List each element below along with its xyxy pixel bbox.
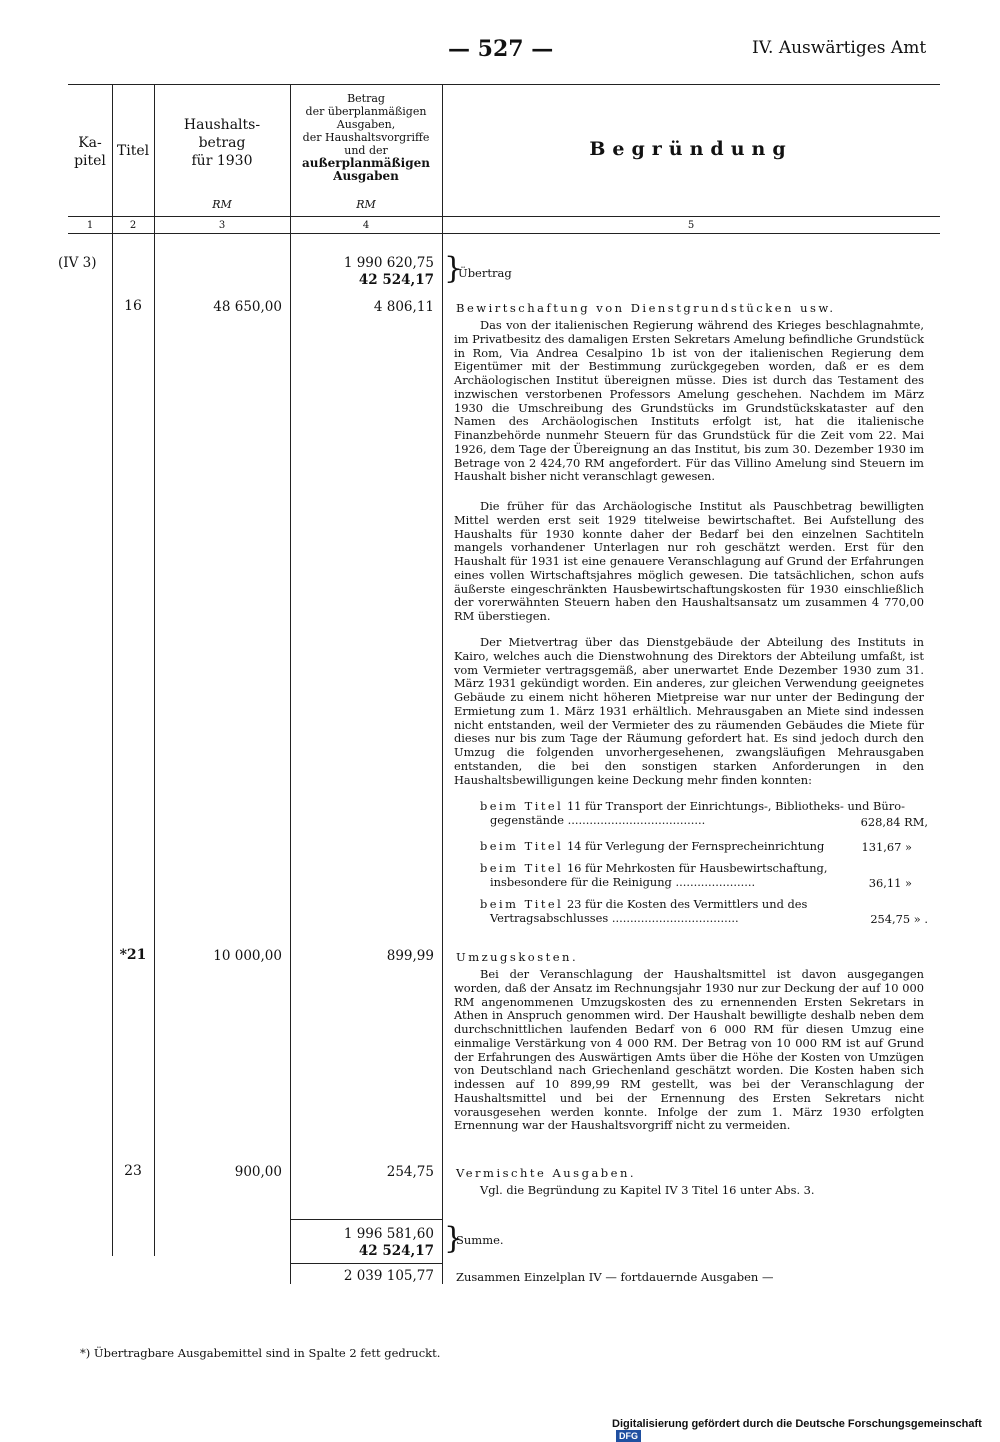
- row-heading: Bewirtschaftung von Dienstgrundstücken usw.: [456, 301, 836, 315]
- header-betrag-unit: RM: [356, 198, 376, 211]
- summe-amount: 1 996 581,60: [343, 1226, 434, 1242]
- colnum: 1: [86, 220, 94, 231]
- list-item: beim Titel 23 für die Kosten des Vermittlers und des Vertragsabschlusses ...................................: [480, 897, 808, 925]
- brace: }: [444, 1221, 464, 1256]
- betrag-amount: 899,99: [386, 948, 434, 964]
- col-divider-2: [154, 84, 155, 1256]
- haushalt-amount: 48 650,00: [213, 299, 282, 315]
- colnum: 4: [362, 220, 370, 231]
- list-item: beim Titel 14 für Verlegung der Fernsprecheinrichtung: [480, 839, 825, 853]
- betrag-line: der überplanmäßigen: [305, 105, 427, 118]
- betrag-bold-line: Ausgaben: [333, 169, 399, 183]
- sum-rule: [290, 1219, 442, 1220]
- betrag-bold-line: außerplanmäßigen: [302, 156, 430, 170]
- col-divider-1: [112, 84, 113, 1256]
- item-amount: 254,75 » .: [870, 912, 928, 926]
- betrag-line: der Haushaltsvorgriffe: [302, 131, 430, 144]
- brace: }: [444, 251, 464, 286]
- uebertrag-label: Übertrag: [458, 266, 512, 280]
- colnum-rule: [68, 233, 940, 234]
- betrag-amount: 4 806,11: [373, 299, 434, 315]
- paragraph: Das von der italienischen Regierung während des Krieges beschlagnahmte, im Privatbesitz des damaligen Ersten Sekretars Amelung befindliche Grundstück in Rom, Via Andrea Cesalpino 1b ist von der italienischen Regierung dem Eigentümer mit der Bestimmung zurückgegeben worden, daß er es dem Archäologischen Institut übereignen müsse. Dies ist durch das Testament des inzwischen verstorbenen Professors Amelung geschehen. Nachdem im März 1930 die Umschreibung des Grundstücks im Grundstückskataster auf den Namen des Archäologischen Instituts erfolgt ist, hat die italienische Finanzbehörde nunmehr Steuern für das Grundstück für die Zeit vom 22. Mai 1926, dem Tage der Übereignung an das Institut, bis zum 30. Dezember 1930 im Betrage von 2 424,70 RM angefordert. Für das Villino Amelung sind Steuern im Haushalt bisher nicht veranschlagt gewesen.: [454, 318, 924, 484]
- summe-label: Summe.: [456, 1233, 504, 1247]
- row-heading: Umzugskosten.: [456, 950, 579, 964]
- paragraph: Die früher für das Archäologische Institut als Pauschbetrag bewilligten Mittel werden erst seit 1929 titelweise bewirtschaftet. Bei Aufstellung des Haushalts für 1930 konnte daher der Bedarf bei den einzelnen Sachtiteln mangels vorhandener Unterlagen nur roh geschätzt werden. Erst für den Haushalt für 1931 ist eine genauere Veranschlagung auf Grund der Erfahrungen eines vollen Wirtschaftsjahres möglich gewesen. Die tatsächlichen, schon aufs äußerste eingeschränkten Hausbewirtschaftungskosten für 1930 einschließlich der vorerwähnten Steuern haben den Haushaltsansatz um zusammen 4 770,00 RM überstiegen.: [454, 499, 924, 623]
- col-divider-4: [442, 84, 443, 1284]
- titel-number: *21: [119, 947, 147, 963]
- kapitel-ref: (IV 3): [58, 255, 97, 271]
- uebertrag-amount: 1 990 620,75: [343, 255, 434, 271]
- header-kapitel: Ka- pitel: [74, 135, 106, 169]
- betrag-line: und der: [344, 144, 388, 157]
- total-rule: [290, 1263, 442, 1264]
- titel-number: 23: [124, 1163, 142, 1179]
- titel-number: 16: [124, 298, 142, 314]
- colnum: 2: [129, 220, 137, 231]
- colnum: 3: [218, 220, 226, 231]
- credit-text: Digitalisierung gefördert durch die Deutsche Forschungsgemeinschaft: [612, 1418, 982, 1430]
- dfg-credit: [612, 1418, 1000, 1442]
- footnote: *) Übertragbare Ausgabemittel sind in Spalte 2 fett gedruckt.: [80, 1346, 441, 1360]
- list-item: beim Titel 11 für Transport der Einrichtungs-, Bibliotheks- und Büro- gegenstände ......................................: [480, 799, 905, 827]
- colnum: 5: [687, 220, 695, 231]
- page-number: — 527 —: [448, 36, 554, 62]
- header-betrag: [290, 92, 442, 183]
- item-amount: 628,84 RM,: [860, 815, 928, 829]
- haushalt-amount: 900,00: [234, 1164, 282, 1180]
- header-rule: [68, 216, 940, 217]
- item-amount: 131,67 »: [861, 840, 912, 854]
- paragraph: Der Mietvertrag über das Dienstgebäude der Abteilung des Instituts in Kairo, welches auch die Dienstwohnung des Direktors der Abteilung umfaßt, ist vom Vermieter vertragsgemäß, aber unerwartet Ende Dezember 1930 zum 31. März 1931 gekündigt worden. Ein anderes, zur gleichen Verwendung geeignetes Gebäude zu einem nicht höheren Mietpreise war nur unter der Bedingung der Ermietung zum 1. März 1931 erhältlich. Mehrausgaben an Miete sind indessen nicht entstanden, weil der Vermieter des zu räumenden Gebäudes die Miete für dieses nur bis zum Tage der Räumung gefordert hat. Es sind jedoch durch den Umzug die folgenden unvorhergesehenen, zwangsläufigen Mehrausgaben entstanden, die bei den sonstigen starken Anforderungen in den Haushaltsbewilligungen keine Deckung mehr finden konnten:: [454, 635, 924, 787]
- summe-amount-bold: 42 524,17: [358, 1243, 434, 1259]
- uebertrag-amount-bold: 42 524,17: [358, 272, 434, 288]
- header-begruendung: Begründung: [589, 138, 793, 160]
- header-haushalt-unit: RM: [212, 198, 232, 211]
- total-amount: 2 039 105,77: [343, 1268, 434, 1284]
- dfg-logo: DFG: [616, 1430, 641, 1442]
- paragraph: Vgl. die Begründung zu Kapitel IV 3 Titel 16 unter Abs. 3.: [480, 1183, 815, 1197]
- list-item: beim Titel 16 für Mehrkosten für Hausbewirtschaftung, insbesondere für die Reinigung ......................: [480, 861, 828, 889]
- betrag-line: Ausgaben,: [336, 118, 396, 131]
- table-top-rule: [68, 84, 940, 85]
- total-label: Zusammen Einzelplan IV — fortdauernde Ausgaben —: [456, 1270, 774, 1284]
- haushalt-amount: 10 000,00: [213, 948, 282, 964]
- header-haushalt: Haushalts- betrag für 1930: [183, 117, 261, 169]
- section-title: IV. Auswärtiges Amt: [752, 38, 927, 58]
- header-titel: Titel: [116, 143, 150, 159]
- betrag-amount: 254,75: [386, 1164, 434, 1180]
- item-amount: 36,11 »: [868, 876, 912, 890]
- betrag-line: Betrag: [347, 92, 385, 105]
- row-heading: Vermischte Ausgaben.: [456, 1166, 637, 1180]
- paragraph: Bei der Veranschlagung der Haushaltsmittel ist davon ausgegangen worden, daß der Ansatz im Rechnungsjahr 1930 nur zur Deckung der auf 10 000 RM angenommenen Umzugskosten des zu ernennenden Ersten Sekretars in Athen in Anspruch genommen wird. Der Haushalt bewilligte deshalb neben dem durchschnittlichen laufenden Bedarf von 6 000 RM für diesen Umzug eine einmalige Verstärkung von 4 000 RM. Der Betrag von 10 000 RM ist auf Grund der Erfahrungen des Auswärtigen Amts über die Höhe der Kosten von Umzügen von Deutschland nach Griechenland geschätzt worden. Die Kosten haben sich indessen auf 10 899,99 RM gestellt, was bei der Veranschlagung der Haushaltsmittel und bei der Ernennung des Ersten Sekretars nicht vorausgesehen werden konnte. Infolge der zum 1. März 1930 erfolgten Ernennung war der Haushaltsvorgriff nicht zu vermeiden.: [454, 967, 924, 1133]
